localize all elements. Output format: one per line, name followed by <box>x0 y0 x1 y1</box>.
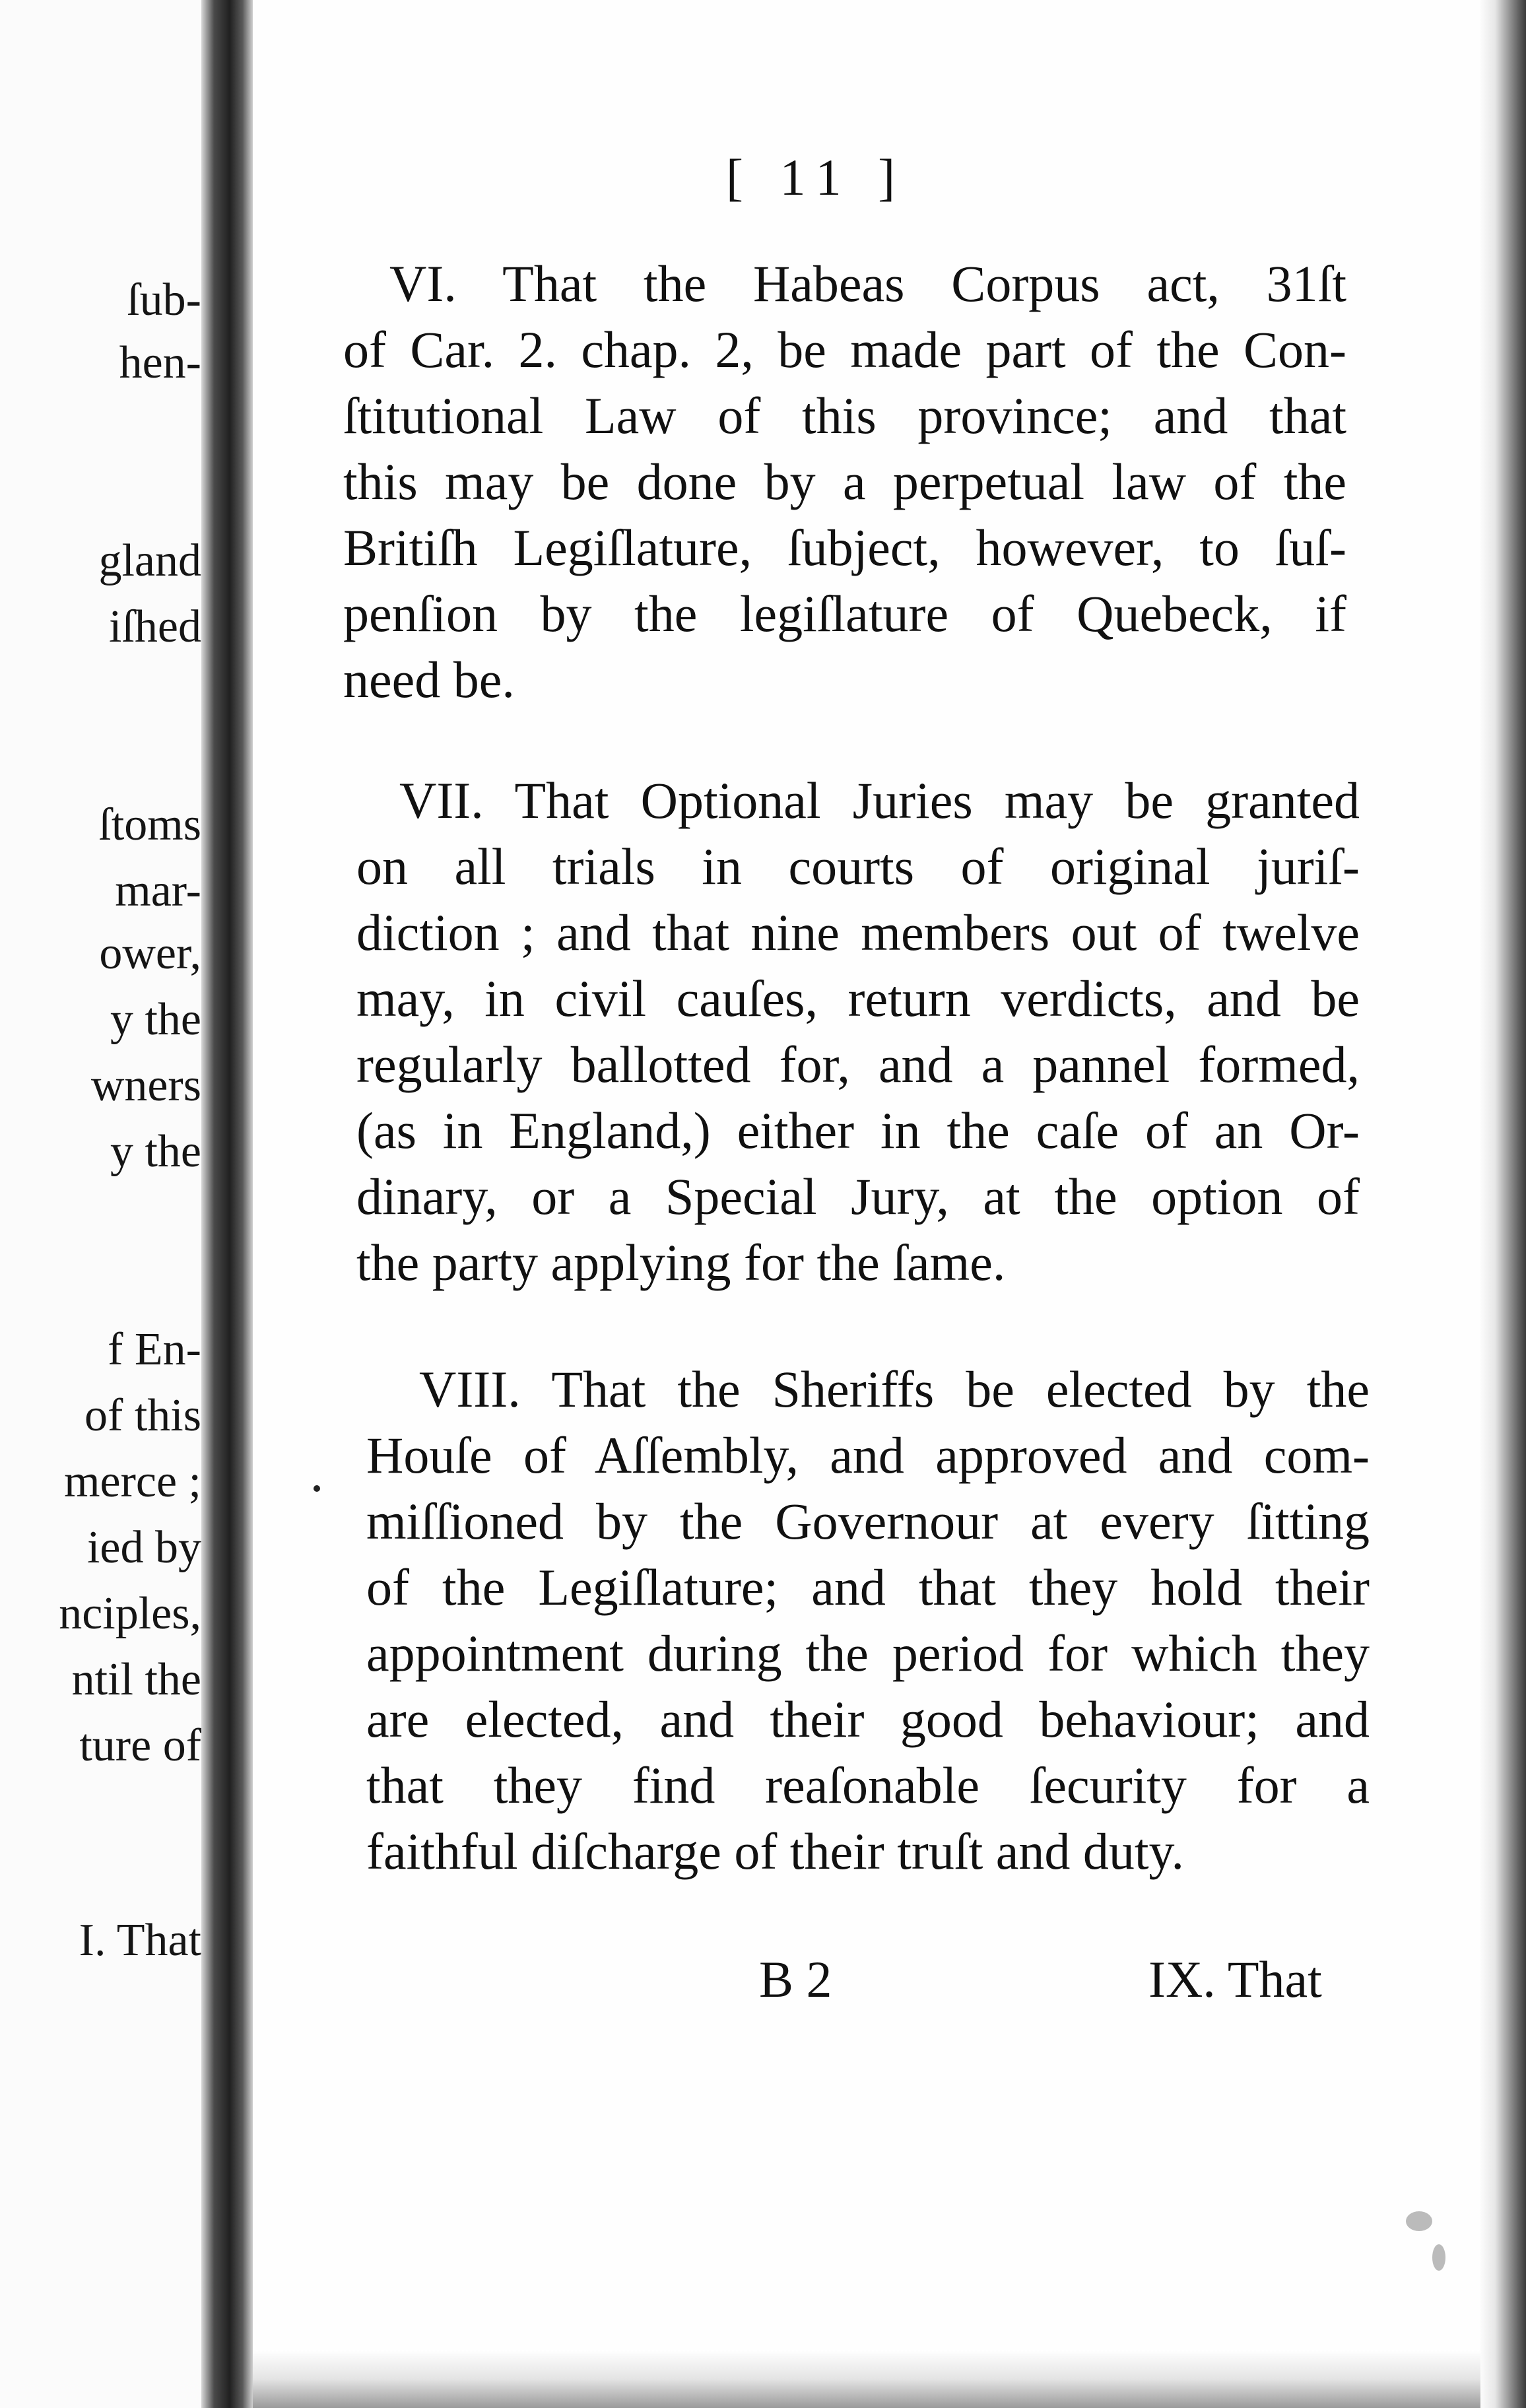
text-line: need be. <box>343 651 515 708</box>
facing-page-fragment: I. That <box>79 1915 201 1966</box>
ink-dot <box>314 1485 320 1492</box>
ink-speck <box>1406 2211 1432 2231</box>
text-line: VIII. That the Sheriffs be elected by the <box>419 1360 1370 1418</box>
text-line: may, in civil cauſes, return verdicts, and be <box>356 970 1360 1027</box>
page-number: [ 11 ] <box>726 149 908 206</box>
text-line: (as in England,) either in the caſe of an Or- <box>356 1102 1360 1159</box>
text-line: dinary, or a Special Jury, at the option of <box>356 1168 1360 1225</box>
text-line: faithful diſcharge of their truſt and duty. <box>366 1823 1184 1880</box>
facing-page-fragment: ſtoms <box>98 799 201 850</box>
catchword: IX. That <box>1148 1951 1322 2008</box>
page-bottom-shadow <box>253 2350 1480 2408</box>
text-line: regularly ballotted for, and a pannel formed, <box>356 1036 1360 1093</box>
text-line: VII. That Optional Juries may be granted <box>399 772 1360 829</box>
facing-page-fragment: y the <box>110 994 201 1045</box>
text-line: Britiſh Legiſlature, ſubject, however, to ſuſ- <box>343 519 1346 576</box>
facing-page-fragment: ower, <box>99 928 201 979</box>
text-line: the party applying for the ſame. <box>356 1234 1006 1291</box>
text-line: that they find reaſonable ſecurity for a <box>366 1756 1370 1814</box>
text-line: ſtitutional Law of this province; and that <box>343 387 1346 444</box>
facing-page-fragment: ied by <box>86 1522 201 1573</box>
text-line: diction ; and that nine members out of twelve <box>356 904 1360 961</box>
signature-mark: B 2 <box>759 1951 832 2008</box>
facing-page-fragment: hen- <box>119 337 201 388</box>
facing-page-fragment: ſub- <box>127 275 201 325</box>
facing-page-fragment: merce ; <box>64 1456 201 1507</box>
facing-page-fragment: y the <box>110 1126 201 1177</box>
text-line: miſſioned by the Governour at every ſitting <box>366 1492 1370 1550</box>
facing-page-fragment: ntil the <box>71 1654 201 1705</box>
text-line: Houſe of Aſſembly, and approved and com- <box>366 1426 1370 1484</box>
text-line: of Car. 2. chap. 2, be made part of the Con- <box>343 321 1346 378</box>
facing-page-fragment: mar- <box>115 865 201 916</box>
facing-page-fragment: iſhed <box>109 601 201 652</box>
text-line: of the Legiſlature; and that they hold their <box>366 1558 1370 1616</box>
facing-page-fragment: of this <box>84 1390 201 1441</box>
ink-speck <box>1432 2244 1445 2271</box>
book-gutter <box>201 0 253 2408</box>
facing-page-fragment: ture of <box>79 1720 201 1771</box>
facing-page-fragment: nciples, <box>59 1588 201 1639</box>
text-line: VI. That the Habeas Corpus act, 31ſt <box>389 255 1346 312</box>
page-edge-shadow <box>1478 0 1526 2408</box>
facing-page-fragment: f En- <box>108 1324 201 1375</box>
text-line: this may be done by a perpetual law of the <box>343 453 1346 510</box>
text-line: are elected, and their good behaviour; and <box>366 1690 1370 1748</box>
text-line: appointment during the period for which they <box>366 1624 1370 1682</box>
text-line: on all trials in courts of original juriſ- <box>356 838 1360 895</box>
facing-page-fragment: wners <box>90 1060 201 1111</box>
text-line: penſion by the legiſlature of Quebeck, if <box>343 585 1346 642</box>
facing-page-fragment: gland <box>98 535 201 586</box>
facing-page <box>0 0 201 2408</box>
